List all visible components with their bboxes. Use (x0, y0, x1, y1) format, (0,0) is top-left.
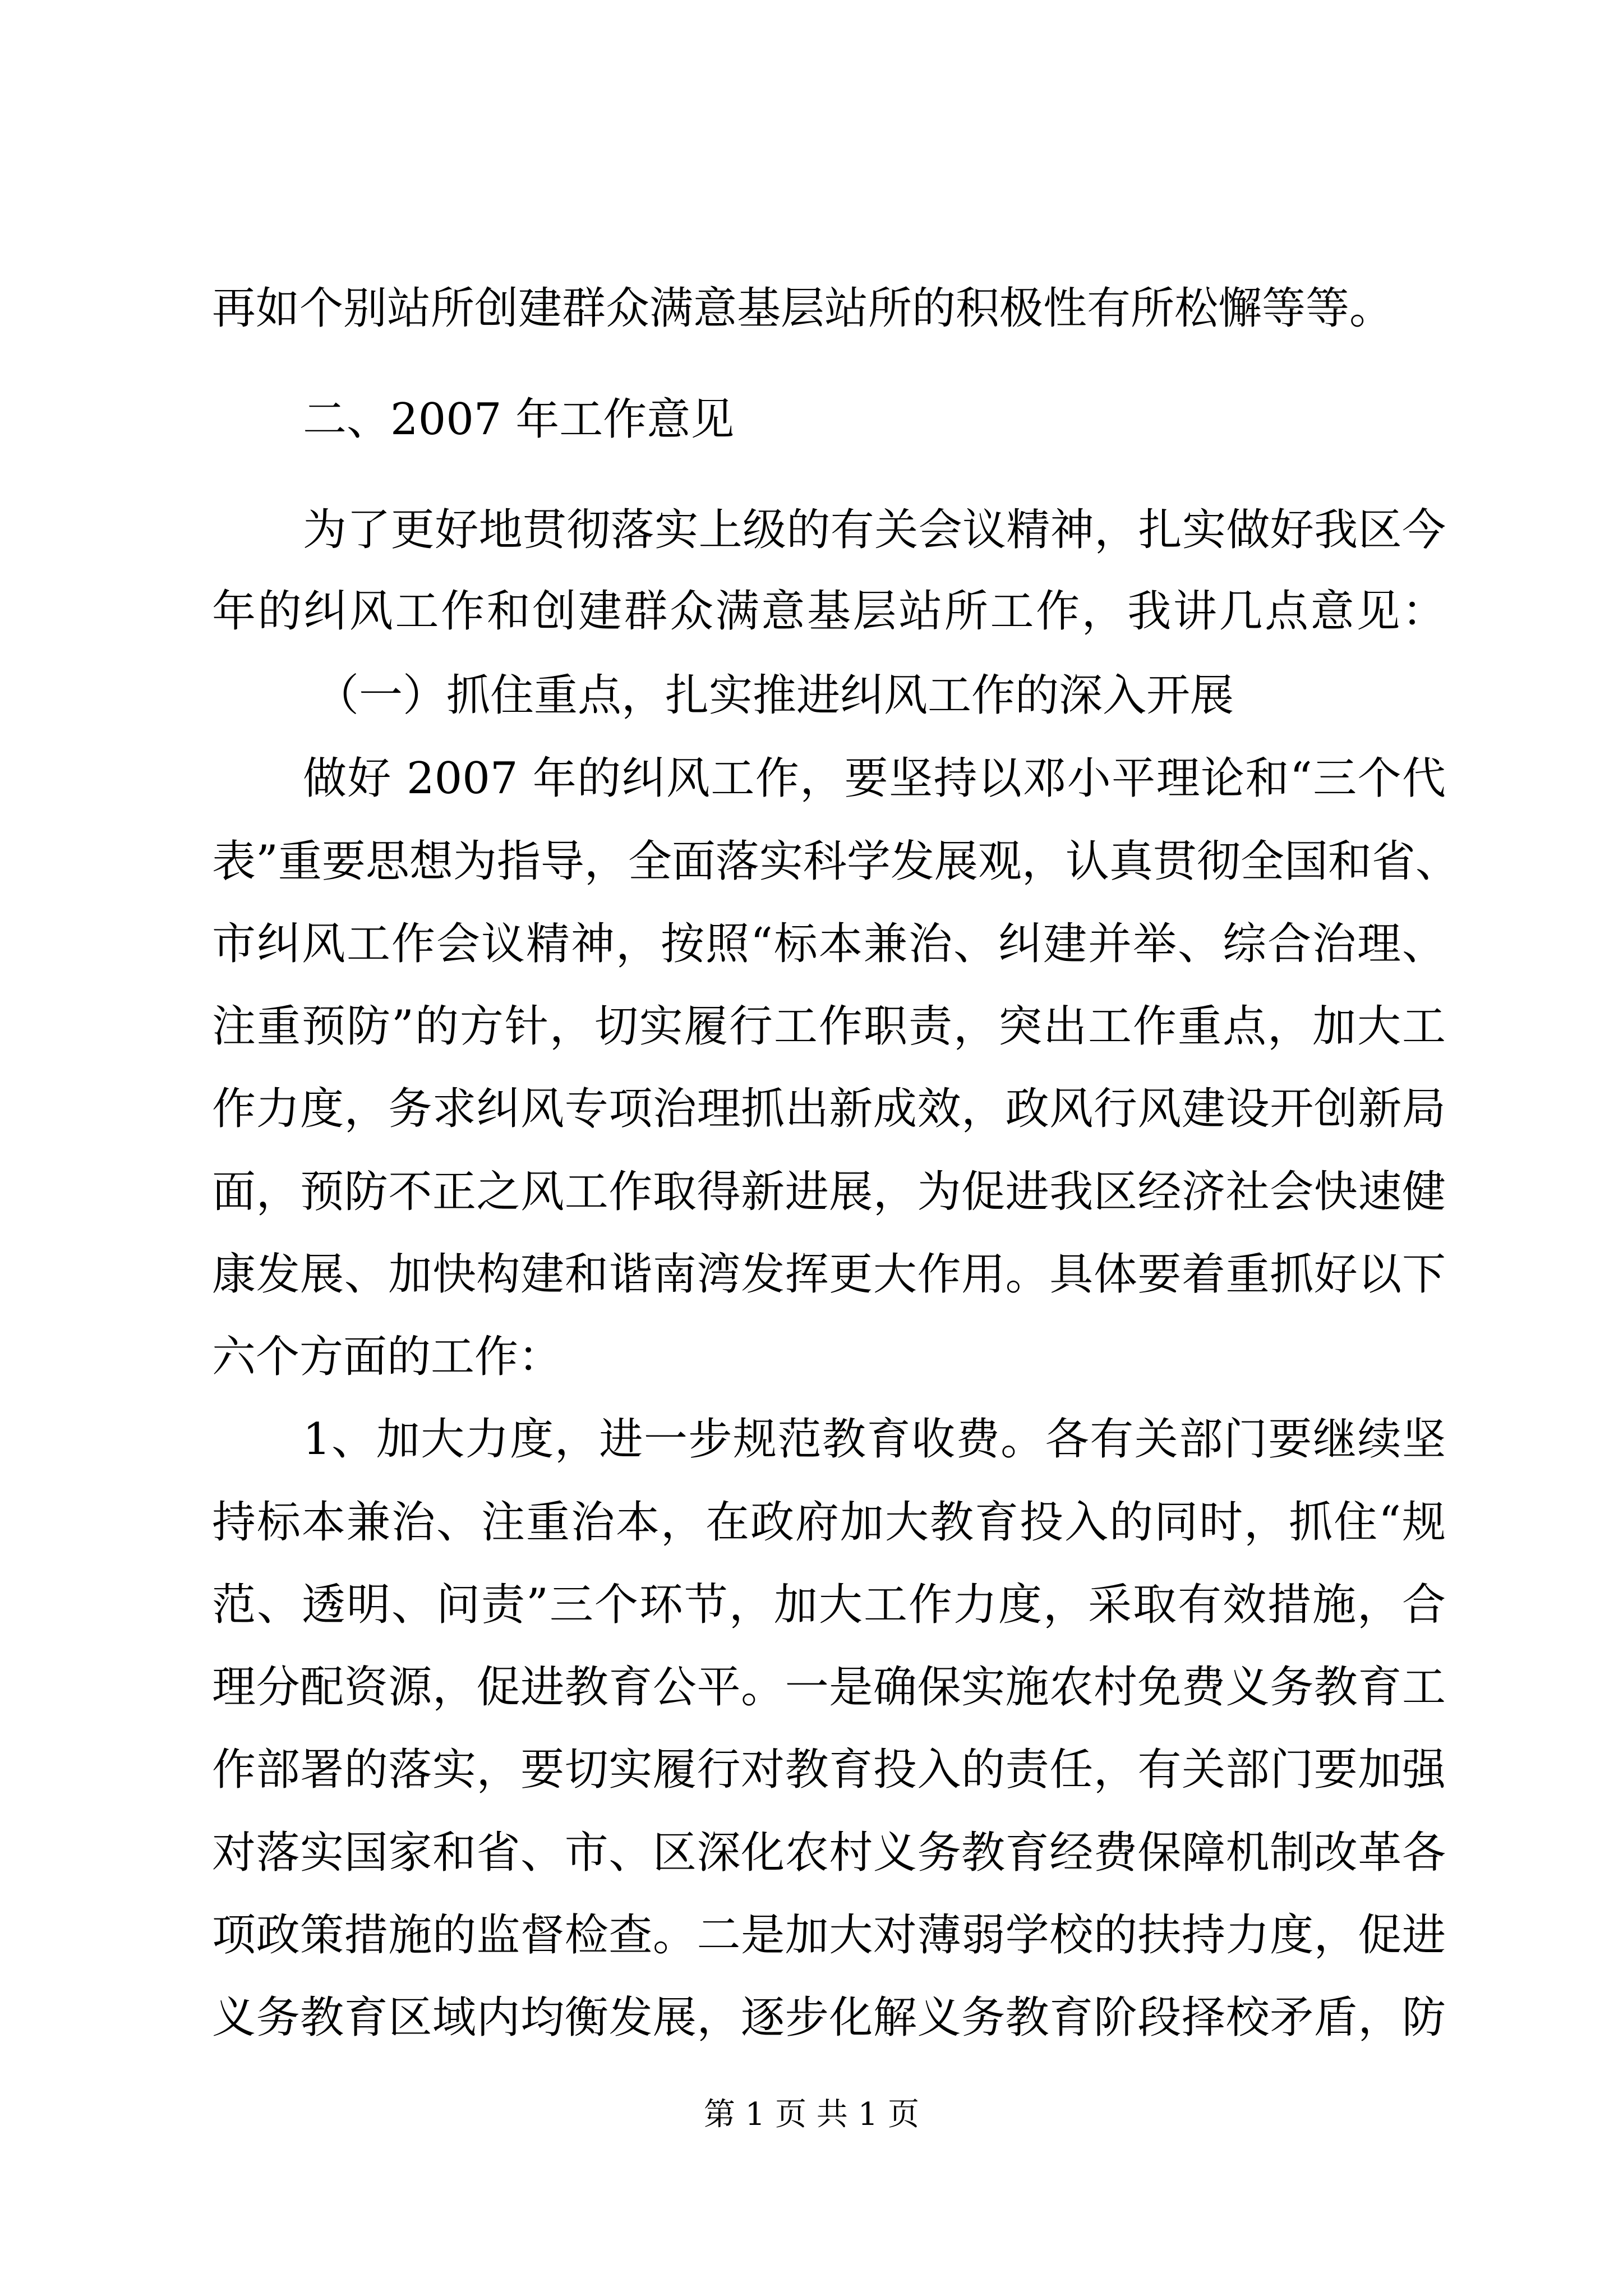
text-line: 再如个别站所创建群众满意基层站所的积极性有所松懈等等。 (212, 283, 1394, 334)
text-line: 做好 2007 年的纠风工作，要坚持以邓小平理论和“三个代 (303, 753, 1446, 804)
subsection-heading: （一）抓住重点，扎实推进纠风工作的深入开展 (315, 670, 1234, 721)
text-line: 作力度，务求纠风专项治理抓出新成效，政风行风建设开创新局 (212, 1084, 1446, 1134)
text-line: 年的纠风工作和创建群众满意基层站所工作，我讲几点意见： (212, 586, 1446, 637)
text-line: 为了更好地贯彻落实上级的有关会议精神，扎实做好我区今 (303, 505, 1446, 555)
text-line: 面，预防不正之风工作取得新进展，为促进我区经济社会快速健 (212, 1167, 1446, 1217)
text-line: 表”重要思想为指导，全面落实科学发展观，认真贯彻全国和省、 (212, 836, 1459, 887)
text-line: 范、透明、问责”三个环节，加大工作力度，采取有效措施，合 (212, 1580, 1446, 1630)
text-line: 六个方面的工作： (212, 1332, 562, 1382)
page-number-footer: 第 1 页 共 1 页 (703, 2096, 920, 2133)
text-line: 市纠风工作会议精神，按照“标本兼治、纠建并举、综合治理、 (212, 919, 1446, 969)
text-line: 对落实国家和省、市、区深化农村义务教育经费保障机制改革各 (212, 1828, 1446, 1878)
text-line: 持标本兼治、注重治本，在政府加大教育投入的同时，抓住“规 (212, 1497, 1446, 1548)
section-heading: 二、2007 年工作意见 (303, 394, 735, 445)
text-line: 注重预防”的方针，切实履行工作职责，突出工作重点，加大工 (212, 1001, 1446, 1052)
text-line: 项政策措施的监督检查。二是加大对薄弱学校的扶持力度，促进 (212, 1910, 1446, 1961)
text-line: 义务教育区域内均衡发展，逐步化解义务教育阶段择校矛盾，防 (212, 1993, 1446, 2043)
text-line: 理分配资源，促进教育公平。一是确保实施农村免费义务教育工 (212, 1662, 1446, 1713)
text-line: 康发展、加快构建和谐南湾发挥更大作用。具体要着重抓好以下 (212, 1249, 1446, 1300)
text-line: 作部署的落实，要切实履行对教育投入的责任，有关部门要加强 (212, 1745, 1446, 1795)
text-line: 1、加大力度，进一步规范教育收费。各有关部门要继续坚 (303, 1414, 1446, 1465)
